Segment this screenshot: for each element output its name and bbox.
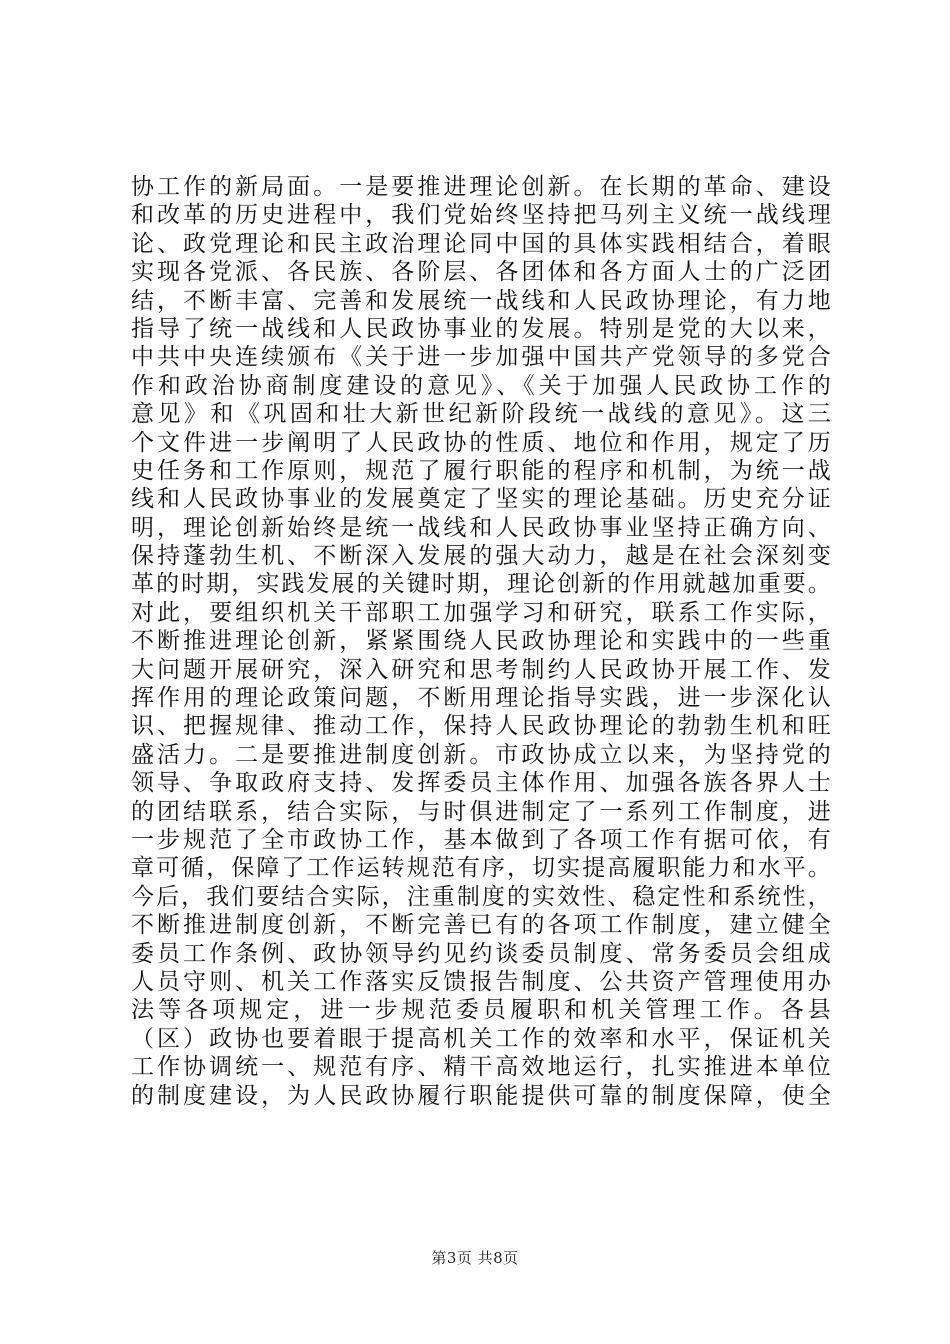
text-line: 协工作的新局面。一是要推进理论创新。在长期的革命、建设 (131, 174, 831, 200)
text-line: 不断推进理论创新，紧紧围绕人民政协理论和实践中的一些重 (131, 628, 831, 655)
text-line: 个文件进一步阐明了人民政协的性质、地位和作用，规定了历 (131, 429, 831, 456)
text-line: 线和人民政协事业的发展奠定了坚实的理论基础。历史充分证 (131, 486, 831, 513)
text-line: 法等各项规定，进一步规范委员履职和机关管理工作。各县 (131, 997, 831, 1024)
text-line: 识、把握规律、推动工作，保持人民政协理论的勃勃生机和旺 (131, 713, 831, 740)
text-line: 一步规范了全市政协工作，基本做到了各项工作有据可依，有 (131, 826, 831, 853)
text-line: （区）政协也要着眼于提高机关工作的效率和水平，保证机关 (131, 1025, 831, 1052)
text-line: 今后，我们要结合实际，注重制度的实效性、稳定性和系统性， (131, 883, 831, 910)
text-line: 明，理论创新始终是统一战线和人民政协事业坚持正确方向、 (131, 514, 831, 541)
text-line: 指导了统一战线和人民政协事业的发展。特别是党的大以来， (131, 315, 831, 342)
text-line: 对此，要组织机关干部职工加强学习和研究，联系工作实际， (131, 599, 831, 626)
text-line: 论、政党理论和民主政治理论同中国的具体实践相结合，着眼 (131, 230, 831, 257)
text-line: 人员守则、机关工作落实反馈报告制度、公共资产管理使用办 (131, 968, 831, 995)
text-line: 的制度建设，为人民政协履行职能提供可靠的制度保障，使全 (131, 1082, 831, 1109)
text-line: 实现各党派、各民族、各阶层、各团体和各方面人士的广泛团 (131, 259, 831, 286)
text-line: 挥作用的理论政策问题，不断用理论指导实践，进一步深化认 (131, 685, 831, 712)
text-line: 史任务和工作原则，规范了履行职能的程序和机制，为统一战 (131, 457, 831, 484)
text-line: 革的时期，实践发展的关键时期，理论创新的作用就越加重要。 (131, 571, 831, 598)
text-line: 的团结联系，结合实际，与时俱进制定了一系列工作制度，进 (131, 798, 831, 825)
text-line: 结，不断丰富、完善和发展统一战线和人民政协理论，有力地 (131, 287, 831, 314)
text-line: 领导、争取政府支持、发挥委员主体作用、加强各族各界人士 (131, 770, 831, 797)
text-line: 委员工作条例、政协领导约见约谈委员制度、常务委员会组成 (131, 940, 831, 967)
text-line: 工作协调统一、规范有序、精干高效地运行，扎实推进本单位 (131, 1054, 831, 1081)
text-line: 意见》和《巩固和壮大新世纪新阶段统一战线的意见》。这三 (131, 401, 831, 428)
text-line: 作和政治协商制度建设的意见》、《关于加强人民政协工作的 (131, 372, 831, 399)
page-number-footer: 第3页 共8页 (431, 1249, 519, 1267)
body-paragraph (131, 173, 831, 1110)
text-line: 和改革的历史进程中，我们党始终坚持把马列主义统一战线理 (131, 202, 831, 229)
text-line: 大问题开展研究，深入研究和思考制约人民政协开展工作、发 (131, 656, 831, 683)
text-line: 章可循，保障了工作运转规范有序，切实提高履职能力和水平。 (131, 855, 831, 882)
text-line: 中共中央连续颁布《关于进一步加强中国共产党领导的多党合 (131, 344, 831, 371)
text-line: 不断推进制度创新，不断完善已有的各项工作制度，建立健全 (131, 912, 831, 939)
text-line: 保持蓬勃生机、不断深入发展的强大动力，越是在社会深刻变 (131, 543, 831, 570)
text-line: 盛活力。二是要推进制度创新。市政协成立以来，为坚持党的 (131, 741, 831, 768)
